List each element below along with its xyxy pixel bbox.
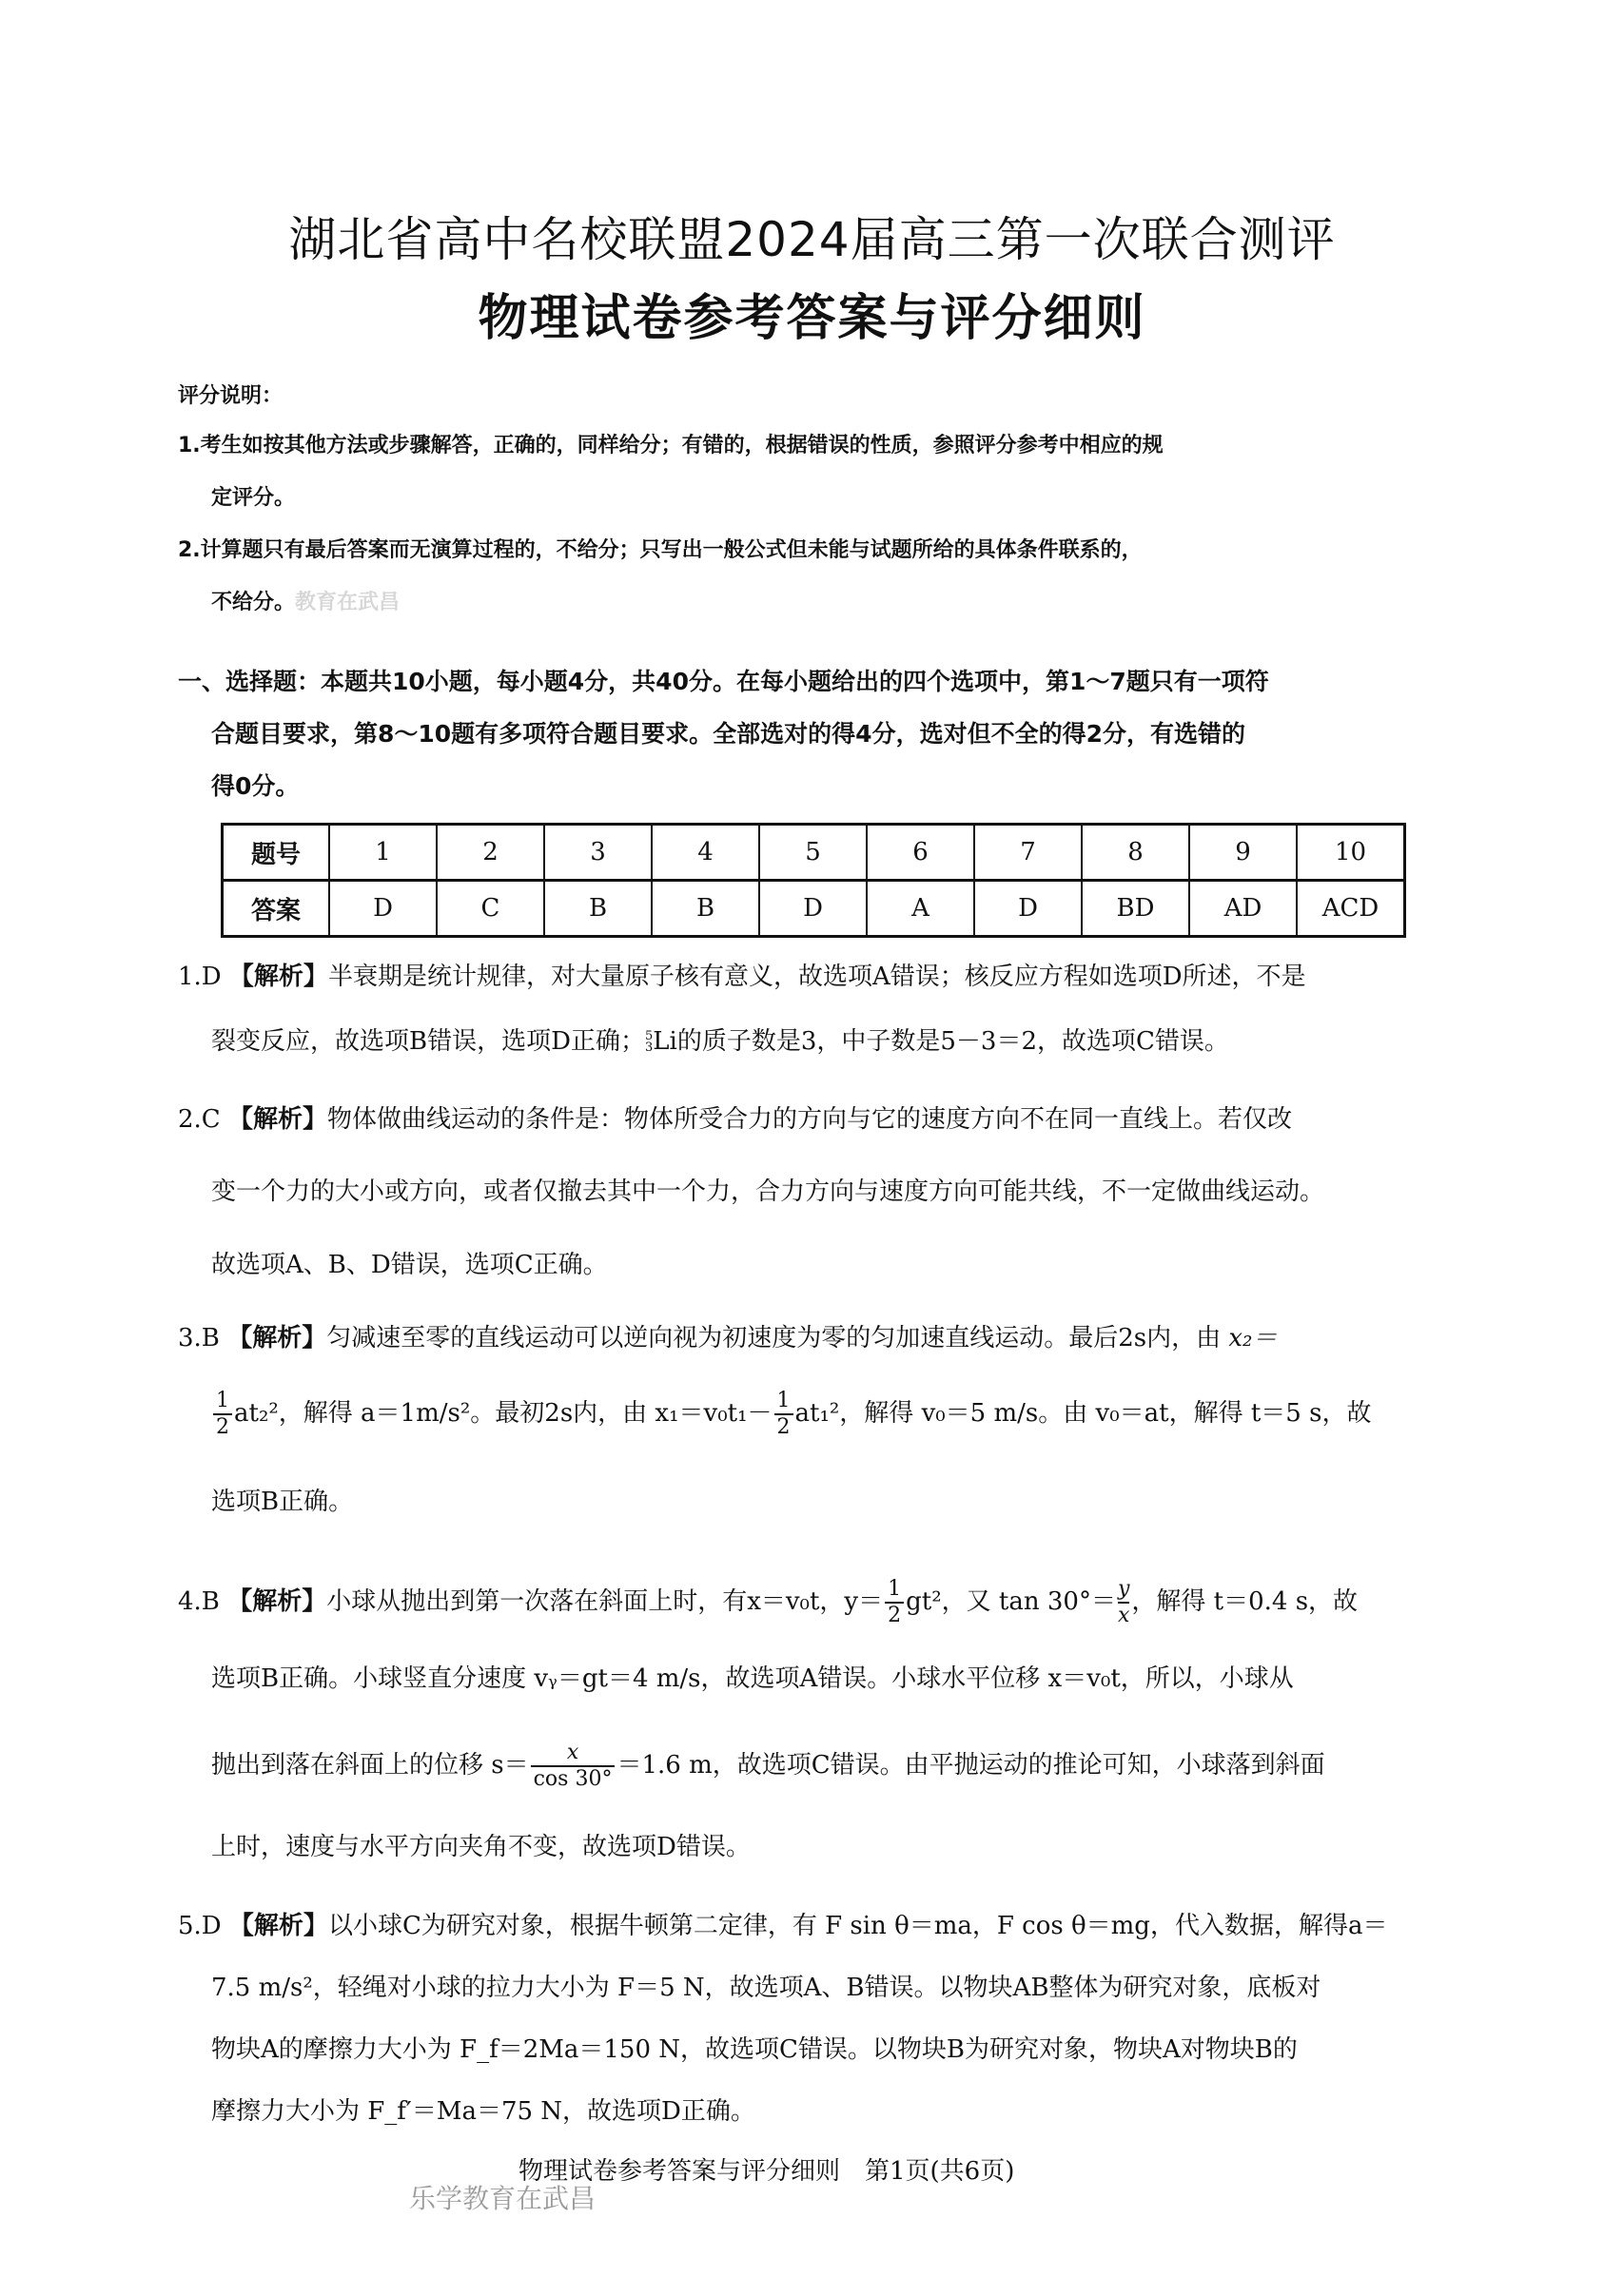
question-number-cell: 9 — [1189, 825, 1297, 881]
explanation-q2-line-2: 变一个力的大小或方向，或者仅撤去其中一个力，合力方向与速度方向可能共线，不一定做曲线运动。 — [211, 1177, 1325, 1206]
answer-table-question-row — [223, 825, 1405, 881]
scoring-note-1-line-1: 1.考生如按其他方法或步骤解答，正确的，同样给分；有错的，根据错误的性质，参照评分参考中相应的规 — [178, 434, 1164, 457]
explanation-q5-line-1 — [178, 1910, 1472, 1942]
fraction-numerator: 1 — [774, 1391, 793, 1415]
fraction-denominator: 2 — [216, 1415, 229, 1439]
q3-text: at₂²，解得 a＝1m/s²。最初2s内，由 x₁＝v₀t₁－ — [234, 1399, 773, 1428]
question-number-cell: 6 — [867, 825, 974, 881]
question-number-cell: 10 — [1297, 825, 1405, 881]
document-subtitle: 物理试卷参考答案与评分细则 — [478, 290, 1146, 347]
q2-text: 物体做曲线运动的条件是：物体所受合力的方向与它的速度方向不在同一直线上。若仅改 — [326, 1105, 1292, 1134]
fraction-x-over-cos30 — [531, 1742, 616, 1790]
analysis-tag: 【解析】 — [227, 1587, 327, 1616]
question-number-cell: 4 — [652, 825, 759, 881]
answer-cell: AD — [1189, 881, 1297, 937]
scoring-note-2-line-1: 2.计算题只有最后答案而无演算过程的，不给分；只写出一般公式但未能与试题所给的具体条件联系的， — [178, 538, 1143, 562]
q4-number: 4.B — [178, 1587, 220, 1616]
scoring-note-2-line-2 — [211, 587, 1505, 619]
isotope-symbol: Li — [653, 1027, 677, 1056]
explanation-q2-line-3: 故选项A、B、D错误，选项C正确。 — [211, 1251, 608, 1279]
answer-cell: D — [974, 881, 1082, 937]
fraction-denominator: cos 30° — [533, 1767, 613, 1791]
q3-text: at₁²，解得 v₀＝5 m/s。由 v₀＝at，解得 t＝5 s，故 — [794, 1399, 1372, 1428]
q4-text: 抛出到落在斜面上的位移 s＝ — [211, 1751, 529, 1780]
fraction-numerator: 1 — [213, 1391, 232, 1415]
q1-number: 1.D — [178, 963, 222, 991]
answer-cell: B — [652, 881, 759, 937]
question-number-cell: 5 — [759, 825, 867, 881]
fraction-denominator: 2 — [888, 1604, 902, 1627]
question-number-cell: 2 — [437, 825, 544, 881]
section-1-instructions-line-3: 得0分。 — [211, 772, 300, 800]
q5-number: 5.D — [178, 1912, 222, 1940]
scoring-note-2-text: 不给分。 — [211, 591, 296, 614]
q4-text: 小球从抛出到第一次落在斜面上时，有x＝v₀t，y＝ — [326, 1587, 884, 1616]
explanation-q4-line-4: 上时，速度与水平方向夹角不变，故选项D错误。 — [211, 1833, 751, 1861]
q1-text: 半衰期是统计规律，对大量原子核有意义，故选项A错误；核反应方程如选项D所述，不是 — [327, 963, 1306, 991]
section-1-instructions-line-1: 一、选择题：本题共10小题，每小题4分，共40分。在每小题给出的四个选项中，第1～7题只有一项符 — [178, 668, 1269, 695]
section-1-instructions-line-2: 合题目要求，第8～10题有多项符合题目要求。全部选对的得4分，选对但不全的得2分，有选错的 — [211, 720, 1245, 748]
isotope-atomic-number: 3 — [644, 1041, 654, 1055]
analysis-tag: 【解析】 — [228, 963, 328, 991]
explanation-q2-line-1 — [178, 1103, 1472, 1136]
explanation-q4-line-3 — [211, 1742, 1505, 1790]
isotope-numbers — [645, 1031, 653, 1054]
q3-text: 匀减速至零的直线运动可以逆向视为初速度为零的匀加速直线运动。最后2s内，由 — [326, 1324, 1222, 1352]
answer-cell: C — [437, 881, 544, 937]
answer-cell: BD — [1082, 881, 1189, 937]
watermark-text: 教育在武昌 — [295, 591, 401, 614]
answer-cell: D — [329, 881, 437, 937]
answer-header: 答案 — [223, 881, 330, 937]
explanation-q5-line-3: 物块A的摩擦力大小为 F_f＝2Ma＝150 N，故选项C错误。以物块B为研究对象，物块A对物块B的 — [211, 2035, 1298, 2064]
question-number-header: 题号 — [223, 825, 330, 881]
question-number-cell: 8 — [1082, 825, 1189, 881]
answer-cell: D — [759, 881, 867, 937]
q2-number: 2.C — [178, 1105, 221, 1134]
explanation-q4-line-2: 选项B正确。小球竖直分速度 vᵧ＝gt＝4 m/s，故选项A错误。小球水平位移 x＝v₀t，所以，小球从 — [211, 1664, 1294, 1693]
fraction-numerator: x — [531, 1742, 616, 1767]
fraction-numerator: y — [1118, 1579, 1129, 1604]
q5-text: 以小球C为研究对象，根据牛顿第二定律，有 F sin θ＝ma，F cos θ＝mg，代入数据，解得a＝ — [327, 1912, 1388, 1940]
isotope-mass-number: 5 — [644, 1029, 654, 1043]
question-number-cell: 7 — [974, 825, 1082, 881]
question-number-cell: 1 — [329, 825, 437, 881]
fraction-one-half — [885, 1579, 904, 1626]
answer-table-answer-row — [223, 881, 1405, 937]
explanation-q5-line-4: 摩擦力大小为 F_f′＝Ma＝75 N，故选项D正确。 — [211, 2097, 755, 2126]
q3-number: 3.B — [178, 1324, 220, 1352]
fraction-denominator: 2 — [776, 1415, 791, 1439]
answer-cell: A — [867, 881, 974, 937]
question-number-cell: 3 — [544, 825, 652, 881]
explanation-q5-line-2: 7.5 m/s²，轻绳对小球的拉力大小为 F＝5 N，故选项A、B错误。以物块AB整体为研究对象，底板对 — [211, 1974, 1321, 2002]
footer-watermark: 乐学教育在武昌 — [409, 2183, 597, 2214]
analysis-tag: 【解析】 — [228, 1912, 328, 1940]
fraction-one-half — [774, 1391, 793, 1438]
page-footer: 物理试卷参考答案与评分细则 第1页(共6页) — [519, 2157, 1015, 2186]
explanation-q4-line-1 — [178, 1579, 1472, 1626]
answer-cell: ACD — [1297, 881, 1405, 937]
q4-text: gt²，又 tan 30°＝ — [906, 1587, 1116, 1616]
fraction-one-half — [213, 1391, 232, 1438]
fraction-numerator: 1 — [885, 1579, 904, 1604]
explanation-q1-line-1 — [178, 961, 1472, 993]
q1-text: 裂变反应，故选项B错误，选项D正确； — [211, 1027, 645, 1056]
scoring-note-1-line-2: 定评分。 — [211, 486, 296, 510]
analysis-tag: 【解析】 — [227, 1105, 327, 1134]
q1-text: 的质子数是3，中子数是5－3＝2，故选项C错误。 — [676, 1027, 1229, 1056]
q4-text: ，解得 t＝0.4 s，故 — [1131, 1587, 1359, 1616]
document-title: 湖北省高中名校联盟2024届高三第一次联合测评 — [288, 212, 1336, 267]
explanation-q3-line-1 — [178, 1322, 1472, 1354]
answer-table — [221, 823, 1406, 938]
q3-equation: x₂＝ — [1228, 1324, 1278, 1352]
fraction-y-over-x — [1118, 1579, 1129, 1626]
q4-text: ＝1.6 m，故选项C错误。由平抛运动的推论可知，小球落到斜面 — [616, 1751, 1325, 1780]
scoring-notes-heading: 评分说明： — [178, 384, 284, 408]
answer-cell: B — [544, 881, 652, 937]
analysis-tag: 【解析】 — [227, 1324, 327, 1352]
explanation-q3-line-3: 选项B正确。 — [211, 1488, 354, 1516]
fraction-denominator: x — [1117, 1604, 1130, 1627]
explanation-q1-line-2 — [211, 1025, 1505, 1058]
explanation-q3-line-2 — [211, 1391, 1505, 1438]
